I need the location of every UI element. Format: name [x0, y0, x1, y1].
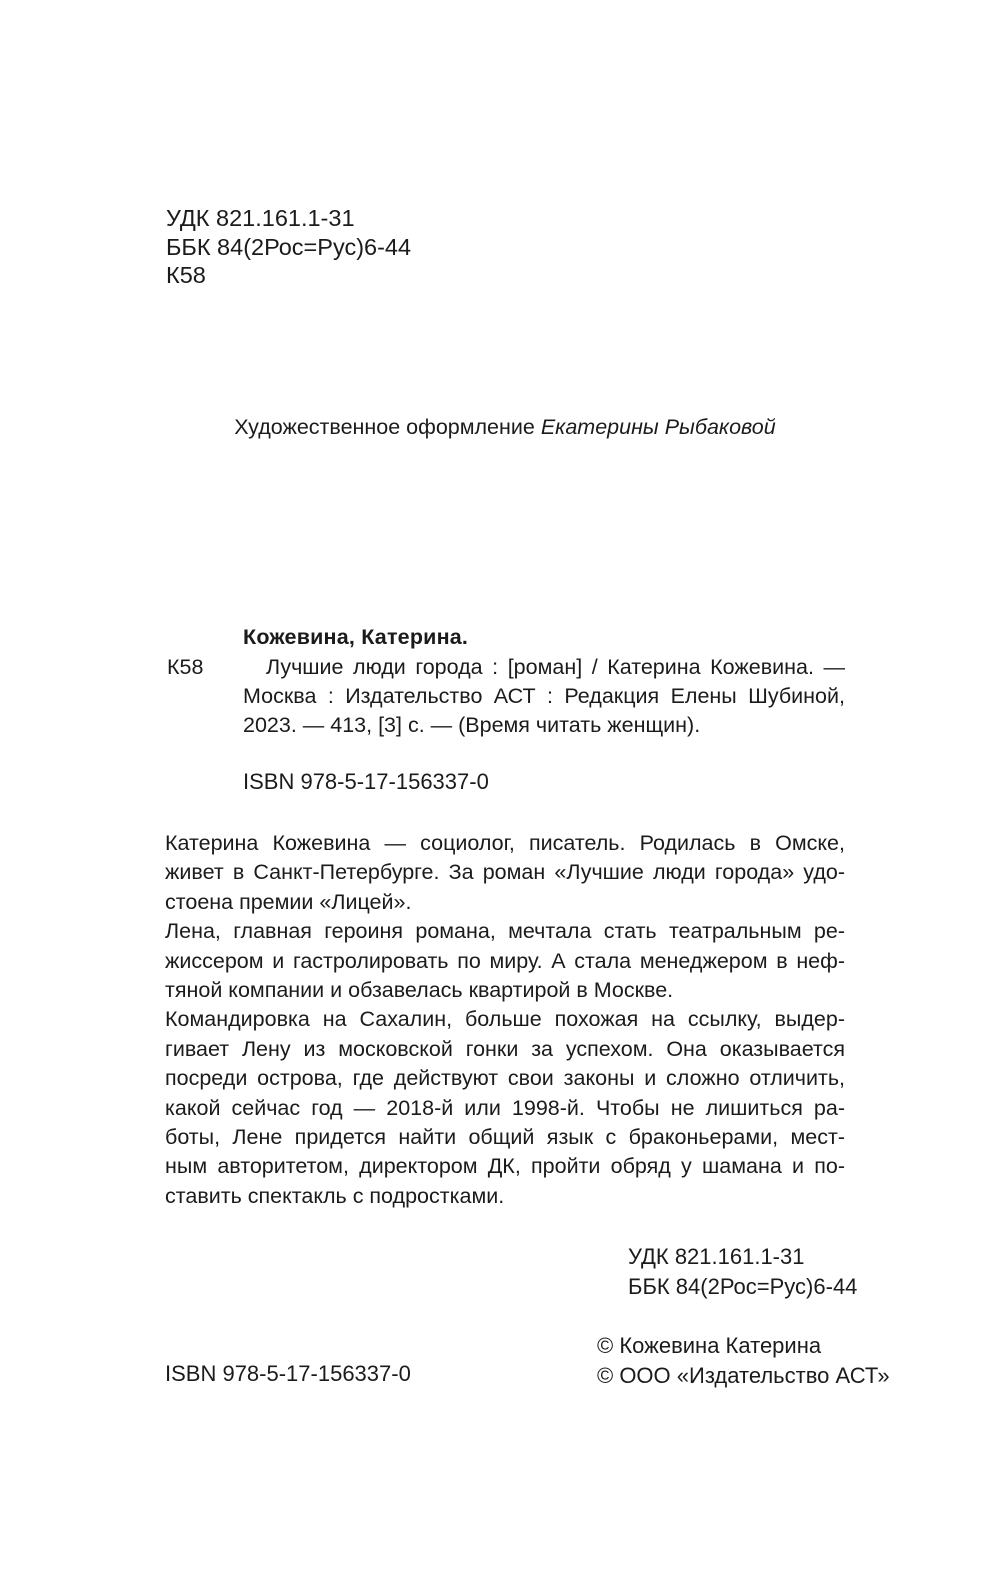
annotation-line: Командировка на Сахалин, больше похожая на ссылку, выдер-	[165, 1007, 845, 1032]
annotation-line: посреди острова, где действуют свои законы и сложно отличить,	[165, 1066, 845, 1091]
catalog-author-sign: К58	[167, 655, 204, 679]
annotation-line: ставить спектакль с подростками.	[165, 1183, 505, 1208]
annotation-line: живет в Санкт-Петербурге. За роман «Лучшие люди города» удо-	[165, 860, 845, 885]
design-credit-label: Художественное оформление	[234, 415, 535, 439]
catalog-entry-line: Москва : Издательство АСТ : Редакция Елены Шубиной,	[243, 684, 845, 708]
annotation-line: какой сейчас год — 2018-й или 1998-й. Чтобы не лишиться ра-	[165, 1095, 845, 1120]
design-credit	[165, 413, 845, 442]
catalog-entry-line: Лучшие люди города : [роман] / Катерина Кожевина. —	[266, 655, 845, 679]
designer-name: Екатерины Рыбаковой	[540, 415, 776, 439]
catalog-author-heading: Кожевина, Катерина.	[243, 625, 469, 649]
annotation-text	[165, 829, 845, 1211]
annotation-line: стоена премии «Лицей».	[165, 889, 412, 914]
catalog-entry-line: 2023. — 413, [3] с. — (Время читать женщин).	[243, 713, 701, 737]
bottom-codes-block	[628, 1242, 857, 1301]
annotation-line: Катерина Кожевина — социолог, писатель. Родилась в Омске,	[165, 831, 845, 855]
copyright-publisher: © ООО «Издательство АСТ»	[597, 1362, 890, 1388]
top-codes-block	[166, 204, 411, 290]
udk-code: УДК 821.161.1-31	[166, 205, 355, 231]
annotation-line: гивает Лену из московской гонки за успехом. Она оказывается	[165, 1036, 845, 1061]
catalog-entry	[243, 653, 845, 740]
bbk-code: ББК 84(2Рос=Рус)6-44	[166, 233, 412, 260]
copyright-author: © Кожевина Катерина	[597, 1333, 822, 1358]
annotation-line: Лена, главная героиня романа, мечтала стать театральным ре-	[165, 919, 845, 944]
copyright-block	[597, 1331, 890, 1390]
annotation-line: ным авторитетом, директором ДК, пройти обряд у шамана и по-	[165, 1154, 845, 1179]
annotation-line: тяной компании и обзавелась квартирой в Москве.	[165, 978, 674, 1003]
author-sign-code: К58	[166, 262, 206, 288]
annotation-line: жиссером и гастролировать по миру. А стала менеджером в неф-	[165, 948, 845, 973]
isbn-number: ISBN 978-5-17-156337-0	[243, 769, 489, 794]
bbk-code-bottom: ББК 84(2Рос=Рус)6-44	[628, 1273, 858, 1299]
isbn-number-bottom: ISBN 978-5-17-156337-0	[165, 1361, 411, 1386]
udk-code-bottom: УДК 821.161.1-31	[628, 1244, 805, 1269]
annotation-line: боты, Лене придется найти общий язык с браконьерами, мест-	[165, 1125, 845, 1150]
